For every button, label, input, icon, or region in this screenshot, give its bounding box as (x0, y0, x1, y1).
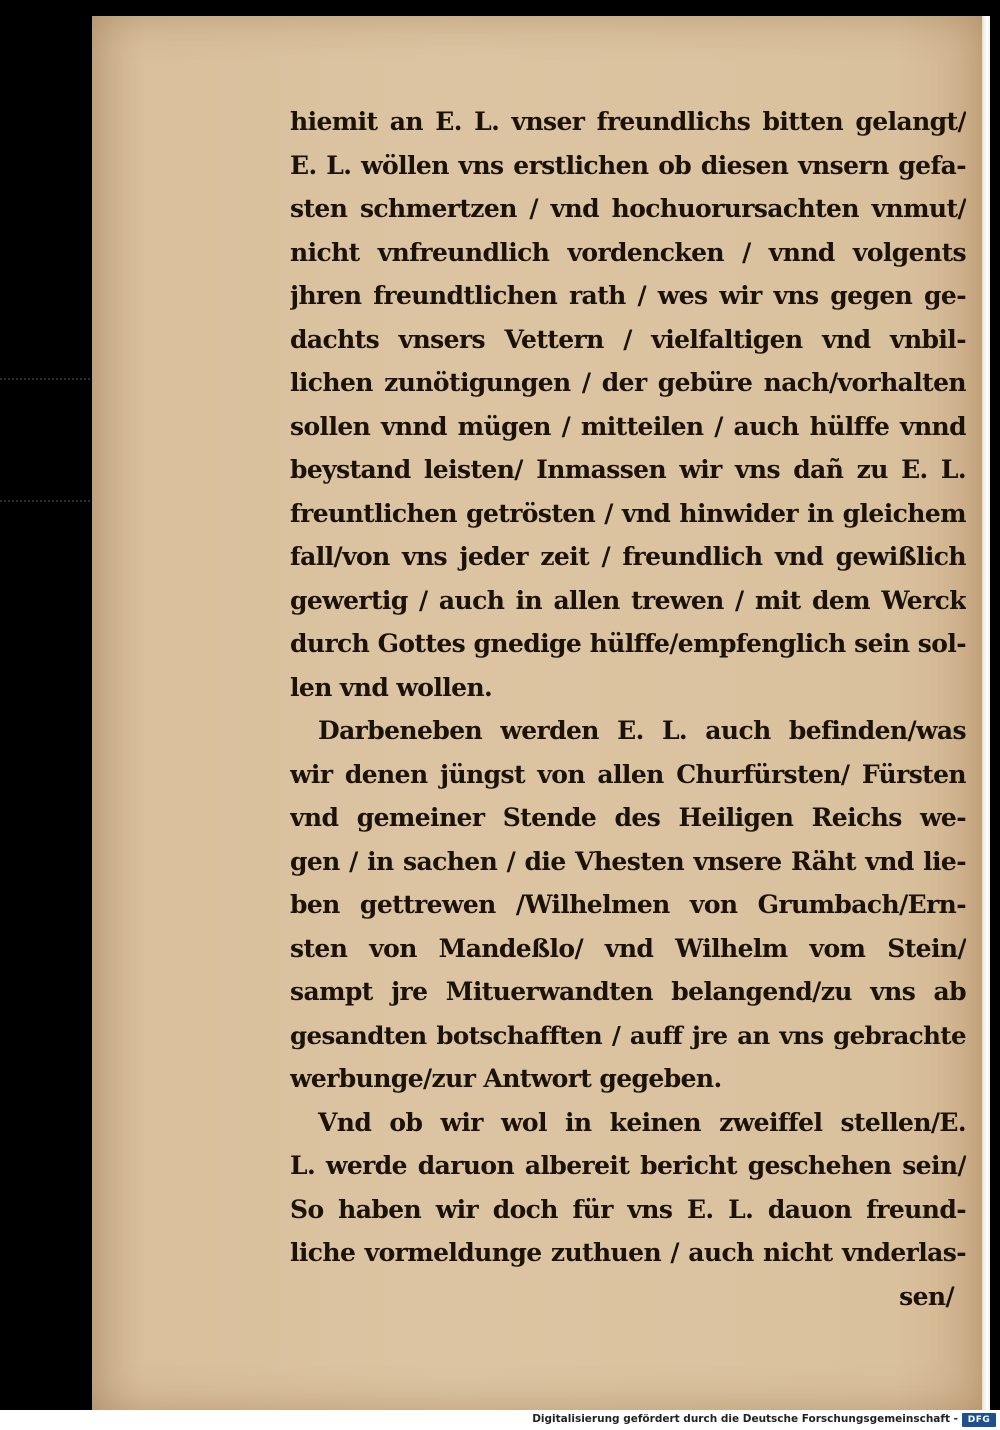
text-line: gesandten botschafften / auff jre an vns gebrachte (290, 1020, 966, 1050)
text-line: lichen zunötigungen / der gebüre nach/vorhalten (290, 368, 966, 397)
footer-bar (0, 1410, 1000, 1430)
text-line: liche vormeldunge zuthuen / auch nicht vnderlas- (290, 1238, 966, 1267)
text-line: nicht vnfreundlich vordencken / vnnd volgents (290, 237, 966, 267)
funding-credit: Digitalisierung gefördert durch die Deutsche Forschungsgemeinschaft - (532, 1413, 958, 1425)
catchword: sen/ (899, 1281, 954, 1311)
text-line: freuntlichen getrösten / vnd hinwider in gleichem (290, 498, 966, 528)
text-line: E. L. wöllen vns erstlichen ob diesen vnsern gefa- (290, 150, 966, 180)
body-text (290, 100, 966, 1318)
dfg-logo: DFG (962, 1413, 996, 1427)
text-line: sollen vnnd mügen / mitteilen / auch hülffe vnnd (290, 411, 966, 441)
text-line: len vnd wollen. (290, 672, 493, 702)
margin-dots (0, 378, 90, 392)
paragraph-start-line: Vnd ob wir wol in keinen zweiffel stellen/E. (318, 1107, 966, 1137)
text-line: sampt jre Mituerwandten belangend/zu vns ab (290, 977, 966, 1006)
text-line: ben gettrewen /Wilhelmen von Grumbach/Ern- (290, 890, 966, 919)
text-line: hiemit an E. L. vnser freundlichs bitten gelangt/ (290, 107, 966, 136)
page-edge (982, 16, 990, 1410)
text-line: fall/von vns jeder zeit / freundlich vnd gewißlich (290, 542, 966, 571)
margin-dots (0, 500, 90, 514)
text-line: sten von Mandeßlo/ vnd Wilhelm vom Stein/ (290, 933, 966, 963)
text-line: vnd gemeiner Stende des Heiligen Reichs we- (290, 803, 966, 832)
text-line: beystand leisten/ Inmassen wir vns dañ zu E. L. (290, 455, 966, 484)
paragraph-start-line: Darbeneben werden E. L. auch befinden/was (318, 716, 966, 745)
text-line: durch Gottes gnedige hülffe/empfenglich sein sol- (290, 629, 966, 658)
text-line: werbunge/zur Antwort gegeben. (290, 1064, 722, 1093)
text-line: gen / in sachen / die Vhesten vnsere Räht vnd lie- (290, 846, 966, 876)
text-line: L. werde daruon albereit bericht geschehen sein/ (290, 1151, 966, 1180)
text-line: sten schmertzen / vnd hochuorursachten vnmut/ (290, 194, 966, 223)
text-line: wir denen jüngst von allen Churfürsten/ Fürsten (290, 759, 966, 789)
text-line: jhren freundtlichen rath / wes wir vns gegen ge- (290, 281, 966, 310)
text-line: dachts vnsers Vettern / vielfaltigen vnd vnbil- (290, 324, 966, 354)
text-line: So haben wir doch für vns E. L. dauon freund- (290, 1194, 966, 1224)
text-line: gewertig / auch in allen trewen / mit dem Werck (290, 585, 966, 615)
